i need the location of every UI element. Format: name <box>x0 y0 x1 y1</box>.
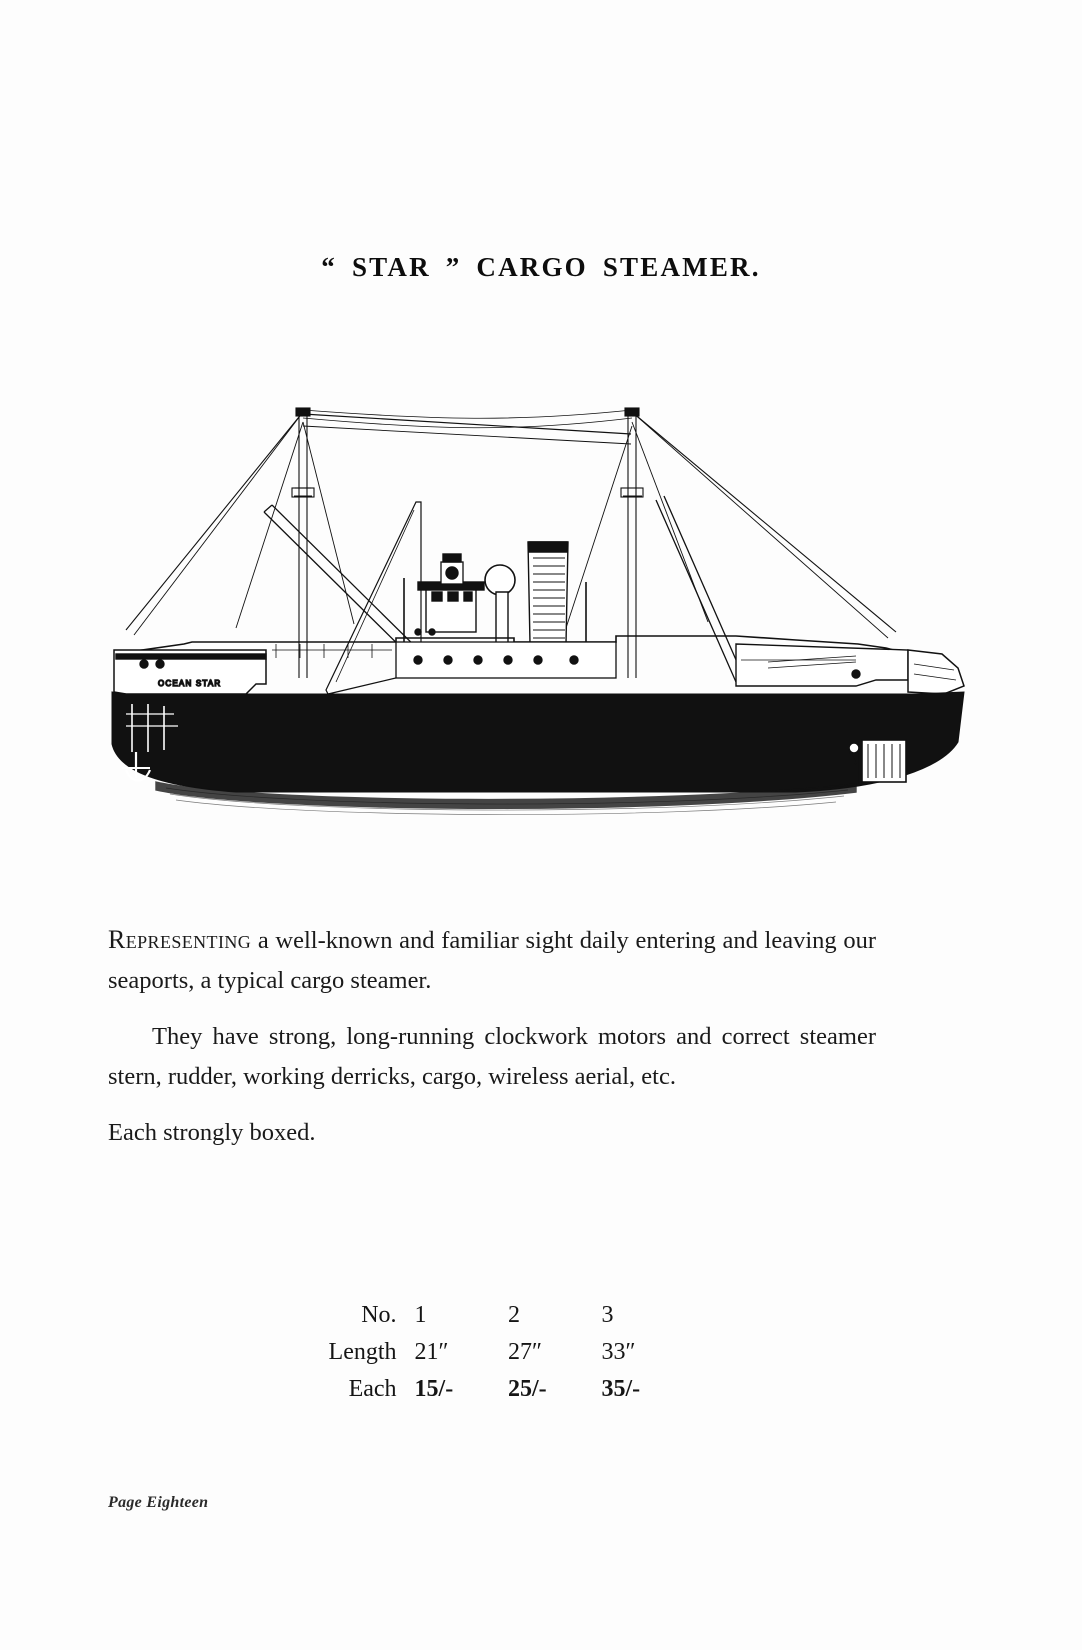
no-col-1: 1 <box>414 1302 427 1328</box>
no-col-2: 2 <box>508 1302 521 1328</box>
length-col-3: 33″ <box>601 1339 636 1365</box>
row-label-each: Each <box>348 1376 397 1402</box>
table-row-length <box>275 1335 695 1372</box>
price-table <box>275 1298 695 1409</box>
row-label-no: No. <box>361 1302 397 1328</box>
row-label-length: Length <box>328 1339 397 1365</box>
page-title: “ STAR ” CARGO STEAMER. <box>321 252 761 282</box>
page-number-footer: Page Eighteen <box>108 1494 209 1511</box>
description-text <box>108 920 876 1153</box>
ship-illustration <box>96 392 986 822</box>
table-row-price <box>275 1372 695 1409</box>
paragraph-1 <box>108 920 876 1001</box>
paragraph-2 <box>108 1017 876 1097</box>
no-col-3: 3 <box>601 1302 614 1328</box>
length-col-1: 21″ <box>414 1339 449 1365</box>
paragraph-3-text: Each strongly boxed. <box>108 1119 316 1146</box>
hull-name-plate: OCEAN STAR <box>158 679 222 688</box>
paragraph-2-text: They have strong, long-running clockwork motors and correct steamer stern, rudder, working derricks, cargo, wireless aerial, etc. <box>108 1023 876 1090</box>
ship-engraving-svg <box>96 392 986 822</box>
price-col-1: 15/- <box>414 1376 454 1402</box>
paragraph-1-text: a well-known and familiar sight daily entering and leaving our seaports, a typical cargo steamer. <box>108 927 876 994</box>
price-col-2: 25/- <box>508 1376 547 1402</box>
paragraph-3 <box>108 1113 876 1153</box>
table-row-number <box>275 1298 695 1335</box>
length-col-2: 27″ <box>508 1339 543 1365</box>
lead-word: Representing <box>108 925 252 954</box>
price-col-3: 35/- <box>601 1376 641 1402</box>
